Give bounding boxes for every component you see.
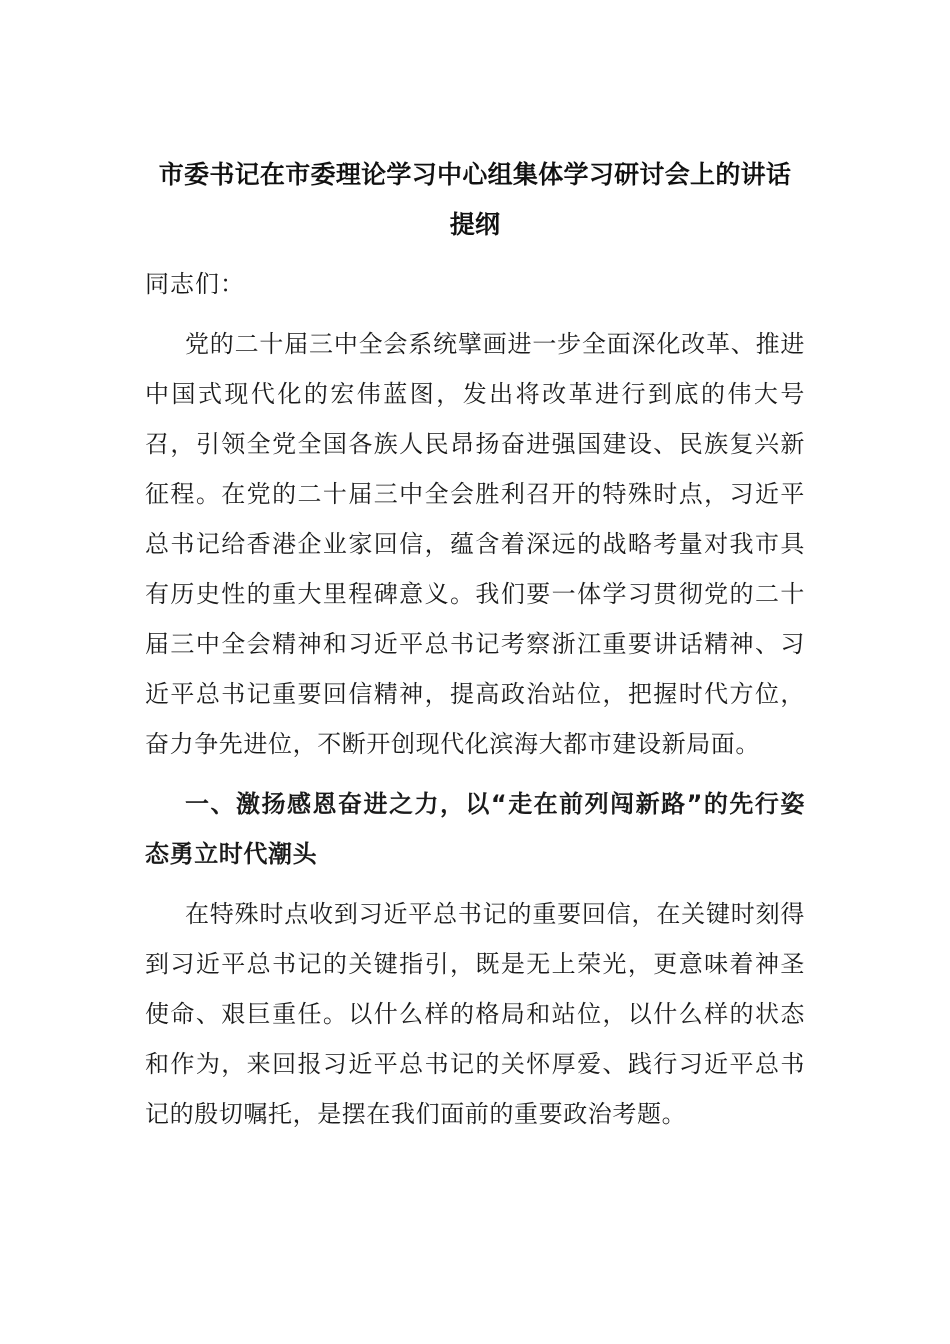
- document-body: [145, 150, 805, 1149]
- salutation: 同志们：: [145, 270, 245, 298]
- body-paragraph-1: 党的二十届三中全会系统擘画进一步全面深化改革、推进中国式现代化的宏伟蓝图，发出将改革进行到底的伟大号召，引领全党全国各族人民昂扬奋进强国建设、民族复兴新征程。在党的二十届三中全会胜利召开的特殊时点，习近平总书记给香港企业家回信，蕴含着深远的战略考量对我市具有历史性的重大里程碑意义。我们要一体学习贯彻党的二十届三中全会精神和习近平总书记考察浙江重要讲话精神、习近平总书记重要回信精神，提高政治站位，把握时代方位，奋力争先进位，不断开创现代化滨海大都市建设新局面。: [145, 330, 805, 758]
- section-heading-1: 一、激扬感恩奋进之力，以“走在前列闯新路”的先行姿态勇立时代潮头: [145, 790, 805, 868]
- document-title: [145, 150, 805, 250]
- body-paragraph-2: 在特殊时点收到习近平总书记的重要回信，在关键时刻得到习近平总书记的关键指引，既是无上荣光，更意味着神圣使命、艰巨重任。以什么样的格局和站位，以什么样的状态和作为，来回报习近平总书记的关怀厚爱、践行习近平总书记的殷切嘱托，是摆在我们面前的重要政治考题。: [145, 900, 805, 1128]
- document-title-line-2: 提纲: [449, 210, 501, 239]
- document-title-line-1: 市委书记在市委理论学习中心组集体学习研讨会上的讲话: [158, 160, 792, 189]
